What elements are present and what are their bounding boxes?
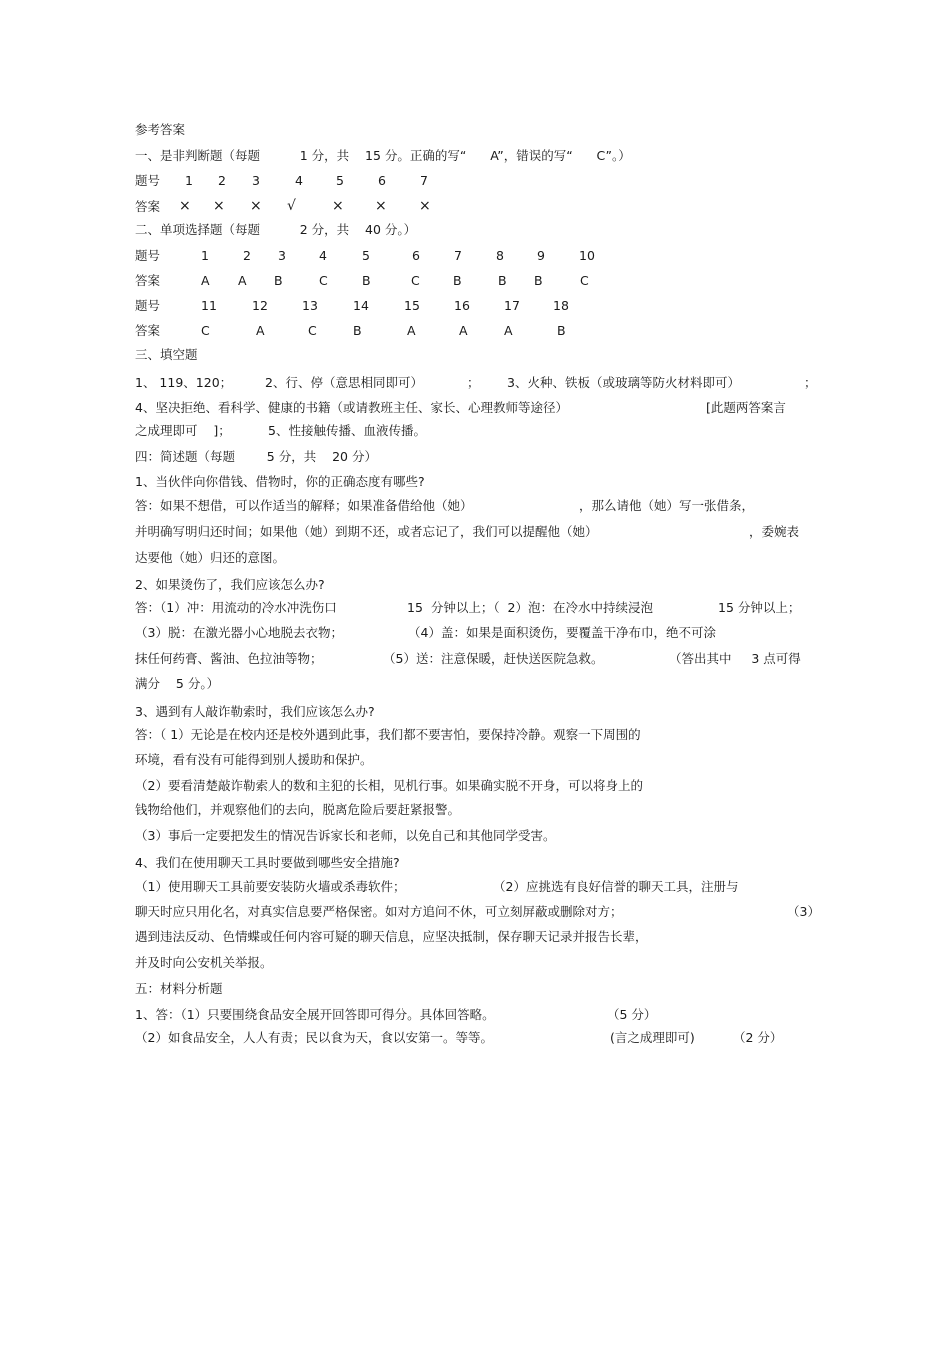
s3-line: 4、坚决拒绝、看科学、健康的书籍（或请教班主任、家长、心理教师等途径） [135, 400, 568, 415]
s1-num: 4 [295, 173, 303, 188]
s1-answer-cross: × [375, 198, 387, 214]
s5-heading: 五：材料分析题 [135, 981, 223, 996]
s4-answer: （4）盖：如果是面积烫伤，要覆盖干净布巾，绝不可涂 [408, 625, 716, 640]
s2-answer: A [504, 323, 513, 338]
s4-answer: （答出其中 3 点可得 [669, 651, 801, 666]
s3-line: [此题两答案言 [706, 400, 786, 415]
s3-line: 1、 119、120； [135, 375, 233, 390]
s2-num: 7 [454, 248, 462, 263]
s2-num: 4 [319, 248, 327, 263]
s2-ans-label: 答案 [135, 273, 161, 288]
s2-answer: B [453, 273, 462, 288]
s4-question: 2、如果烫伤了，我们应该怎么办? [135, 577, 325, 592]
s2-num: 14 [353, 298, 369, 313]
s4-answer: （2）应挑选有良好信誉的聊天工具，注册与 [493, 879, 739, 894]
s3-line: 3、火种、铁板（或玻璃等防火材料即可） [507, 375, 740, 390]
s2-answer: B [274, 273, 283, 288]
s3-line: 2、行、停（意思相同即可） [265, 375, 423, 390]
s2-num: 15 [404, 298, 420, 313]
s1-answer-cross: × [332, 198, 344, 214]
s4-answer: ，那么请他（她）写一张借条， [579, 498, 755, 513]
s2-num: 11 [201, 298, 217, 313]
s4-answer: （3） [787, 904, 820, 919]
s2-answer: A [407, 323, 416, 338]
s2-num: 5 [362, 248, 370, 263]
s5-answer: 1、答：（1）只要围绕食品安全展开回答即可得分。具体回答略。 [135, 1007, 495, 1022]
s4-answer: 并明确写明归还时间；如果他（她）到期不还，或者忘记了，我们可以提醒他（她） [135, 524, 598, 539]
s4-answer: （3）事后一定要把发生的情况告诉家长和老师，以免自己和其他同学受害。 [135, 828, 556, 843]
s4-answer: 15 分钟以上；（ 2）泡：在冷水中持续浸泡 [407, 600, 654, 615]
s4-question: 3、遇到有人敲诈勒索时，我们应该怎么办? [135, 704, 375, 719]
s3-heading: 三、填空题 [135, 347, 198, 362]
s2-num: 8 [496, 248, 504, 263]
s2-answer: C [411, 273, 420, 288]
s4-answer: ，委婉表 [749, 524, 800, 539]
s3-line: 5、性接触传播、血液传播。 [268, 423, 426, 438]
s4-answer: 环境，看有没有可能得到别人援助和保护。 [135, 752, 373, 767]
s1-num: 2 [218, 173, 226, 188]
s2-answer: A [238, 273, 247, 288]
s4-answer: 遇到违法反动、色情蝶或任何内容可疑的聊天信息，应坚决抵制，保存聊天记录并报告长辈， [135, 929, 648, 944]
s4-answer: 答：（ 1）无论是在校内还是校外遇到此事，我们都不要害怕，要保持冷静。观察一下周围的 [135, 727, 641, 742]
s2-num: 16 [454, 298, 470, 313]
s2-num: 9 [537, 248, 545, 263]
s2-num: 10 [579, 248, 595, 263]
s4-answer: 并及时向公安机关举报。 [135, 955, 273, 970]
s3-line: 之成理即可 ]； [135, 423, 231, 438]
s2-num: 12 [252, 298, 268, 313]
s2-num: 13 [302, 298, 318, 313]
s4-question: 1、当伙伴向你借钱、借物时，你的正确态度有哪些? [135, 474, 425, 489]
s5-answer: （2）如食品安全，人人有责；民以食为天，食以安第一。等等。 [135, 1030, 493, 1045]
s2-answer: C [308, 323, 317, 338]
s2-num-label: 题号 [135, 298, 161, 313]
s2-answer: C [201, 323, 210, 338]
s1-num: 3 [252, 173, 260, 188]
s1-answer-cross: × [213, 198, 225, 214]
s2-num: 6 [412, 248, 420, 263]
s5-answer: (言之成理即可) [610, 1030, 695, 1045]
s2-answer: B [498, 273, 507, 288]
s4-answer: （5）送：注意保暖，赶快送医院急救。 [383, 651, 604, 666]
s4-answer: 钱物给他们，并观察他们的去向，脱离危险后要赶紧报警。 [135, 802, 461, 817]
s3-line: ； [804, 375, 817, 390]
s2-ans-label: 答案 [135, 323, 161, 338]
s1-answer-cross: × [179, 198, 191, 214]
s4-answer: 答：如果不想借，可以作适当的解释；如果准备借给他（她） [135, 498, 473, 513]
s4-answer: （1）使用聊天工具前要安装防火墙或杀毒软件； [135, 879, 406, 894]
s4-question: 4、我们在使用聊天工具时要做到哪些安全措施? [135, 855, 400, 870]
s2-num: 17 [504, 298, 520, 313]
s2-answer: B [534, 273, 543, 288]
s1-num: 1 [185, 173, 193, 188]
s2-num: 18 [553, 298, 569, 313]
s1-num: 6 [378, 173, 386, 188]
s2-answer: A [459, 323, 468, 338]
s2-answer: B [362, 273, 371, 288]
s5-answer: （5 分） [607, 1007, 657, 1022]
s2-answer: A [256, 323, 265, 338]
s4-answer: 答：（1）冲：用流动的冷水冲洗伤口 [135, 600, 337, 615]
s1-num: 5 [336, 173, 344, 188]
s4-answer: 15 分钟以上； [718, 600, 801, 615]
s1-answer-check: √ [287, 198, 296, 214]
s2-answer: B [557, 323, 566, 338]
s2-num: 1 [201, 248, 209, 263]
s4-heading: 四：简述题（每题 5 分，共 20 分） [135, 449, 377, 464]
doc-title: 参考答案 [135, 122, 186, 137]
s4-answer: 达要他（她）归还的意图。 [135, 550, 286, 565]
s1-num-label: 题号 [135, 173, 161, 188]
s4-answer: 聊天时应只用化名，对真实信息要严格保密。如对方追问不休，可立刻屏蔽或删除对方； [135, 904, 623, 919]
s1-num: 7 [420, 173, 428, 188]
s4-answer: 满分 5 分。） [135, 676, 220, 691]
s3-line: ； [467, 375, 480, 390]
s1-ans-label: 答案 [135, 199, 161, 214]
s1-answer-cross: × [250, 198, 262, 214]
s4-answer: 抹任何药膏、酱油、色拉油等物； [135, 651, 323, 666]
s4-answer: （3）脱：在激光器小心地脱去衣物； [135, 625, 343, 640]
s2-num: 2 [243, 248, 251, 263]
s4-answer: （2）要看清楚敲诈勒索人的数和主犯的长相，见机行事。如果确实脱不开身，可以将身上的 [135, 778, 643, 793]
s2-answer: B [353, 323, 362, 338]
s5-answer: （2 分） [733, 1030, 783, 1045]
s1-heading: 一、是非判断题（每题 1 分，共 15 分。正确的写“ A”，错误的写“ C”。） [135, 148, 631, 163]
s2-answer: A [201, 273, 210, 288]
s2-num-label: 题号 [135, 248, 161, 263]
s2-answer: C [319, 273, 328, 288]
s1-answer-cross: × [419, 198, 431, 214]
s2-heading: 二、单项选择题（每题 2 分，共 40 分。） [135, 222, 417, 237]
s2-answer: C [580, 273, 589, 288]
s2-num: 3 [278, 248, 286, 263]
